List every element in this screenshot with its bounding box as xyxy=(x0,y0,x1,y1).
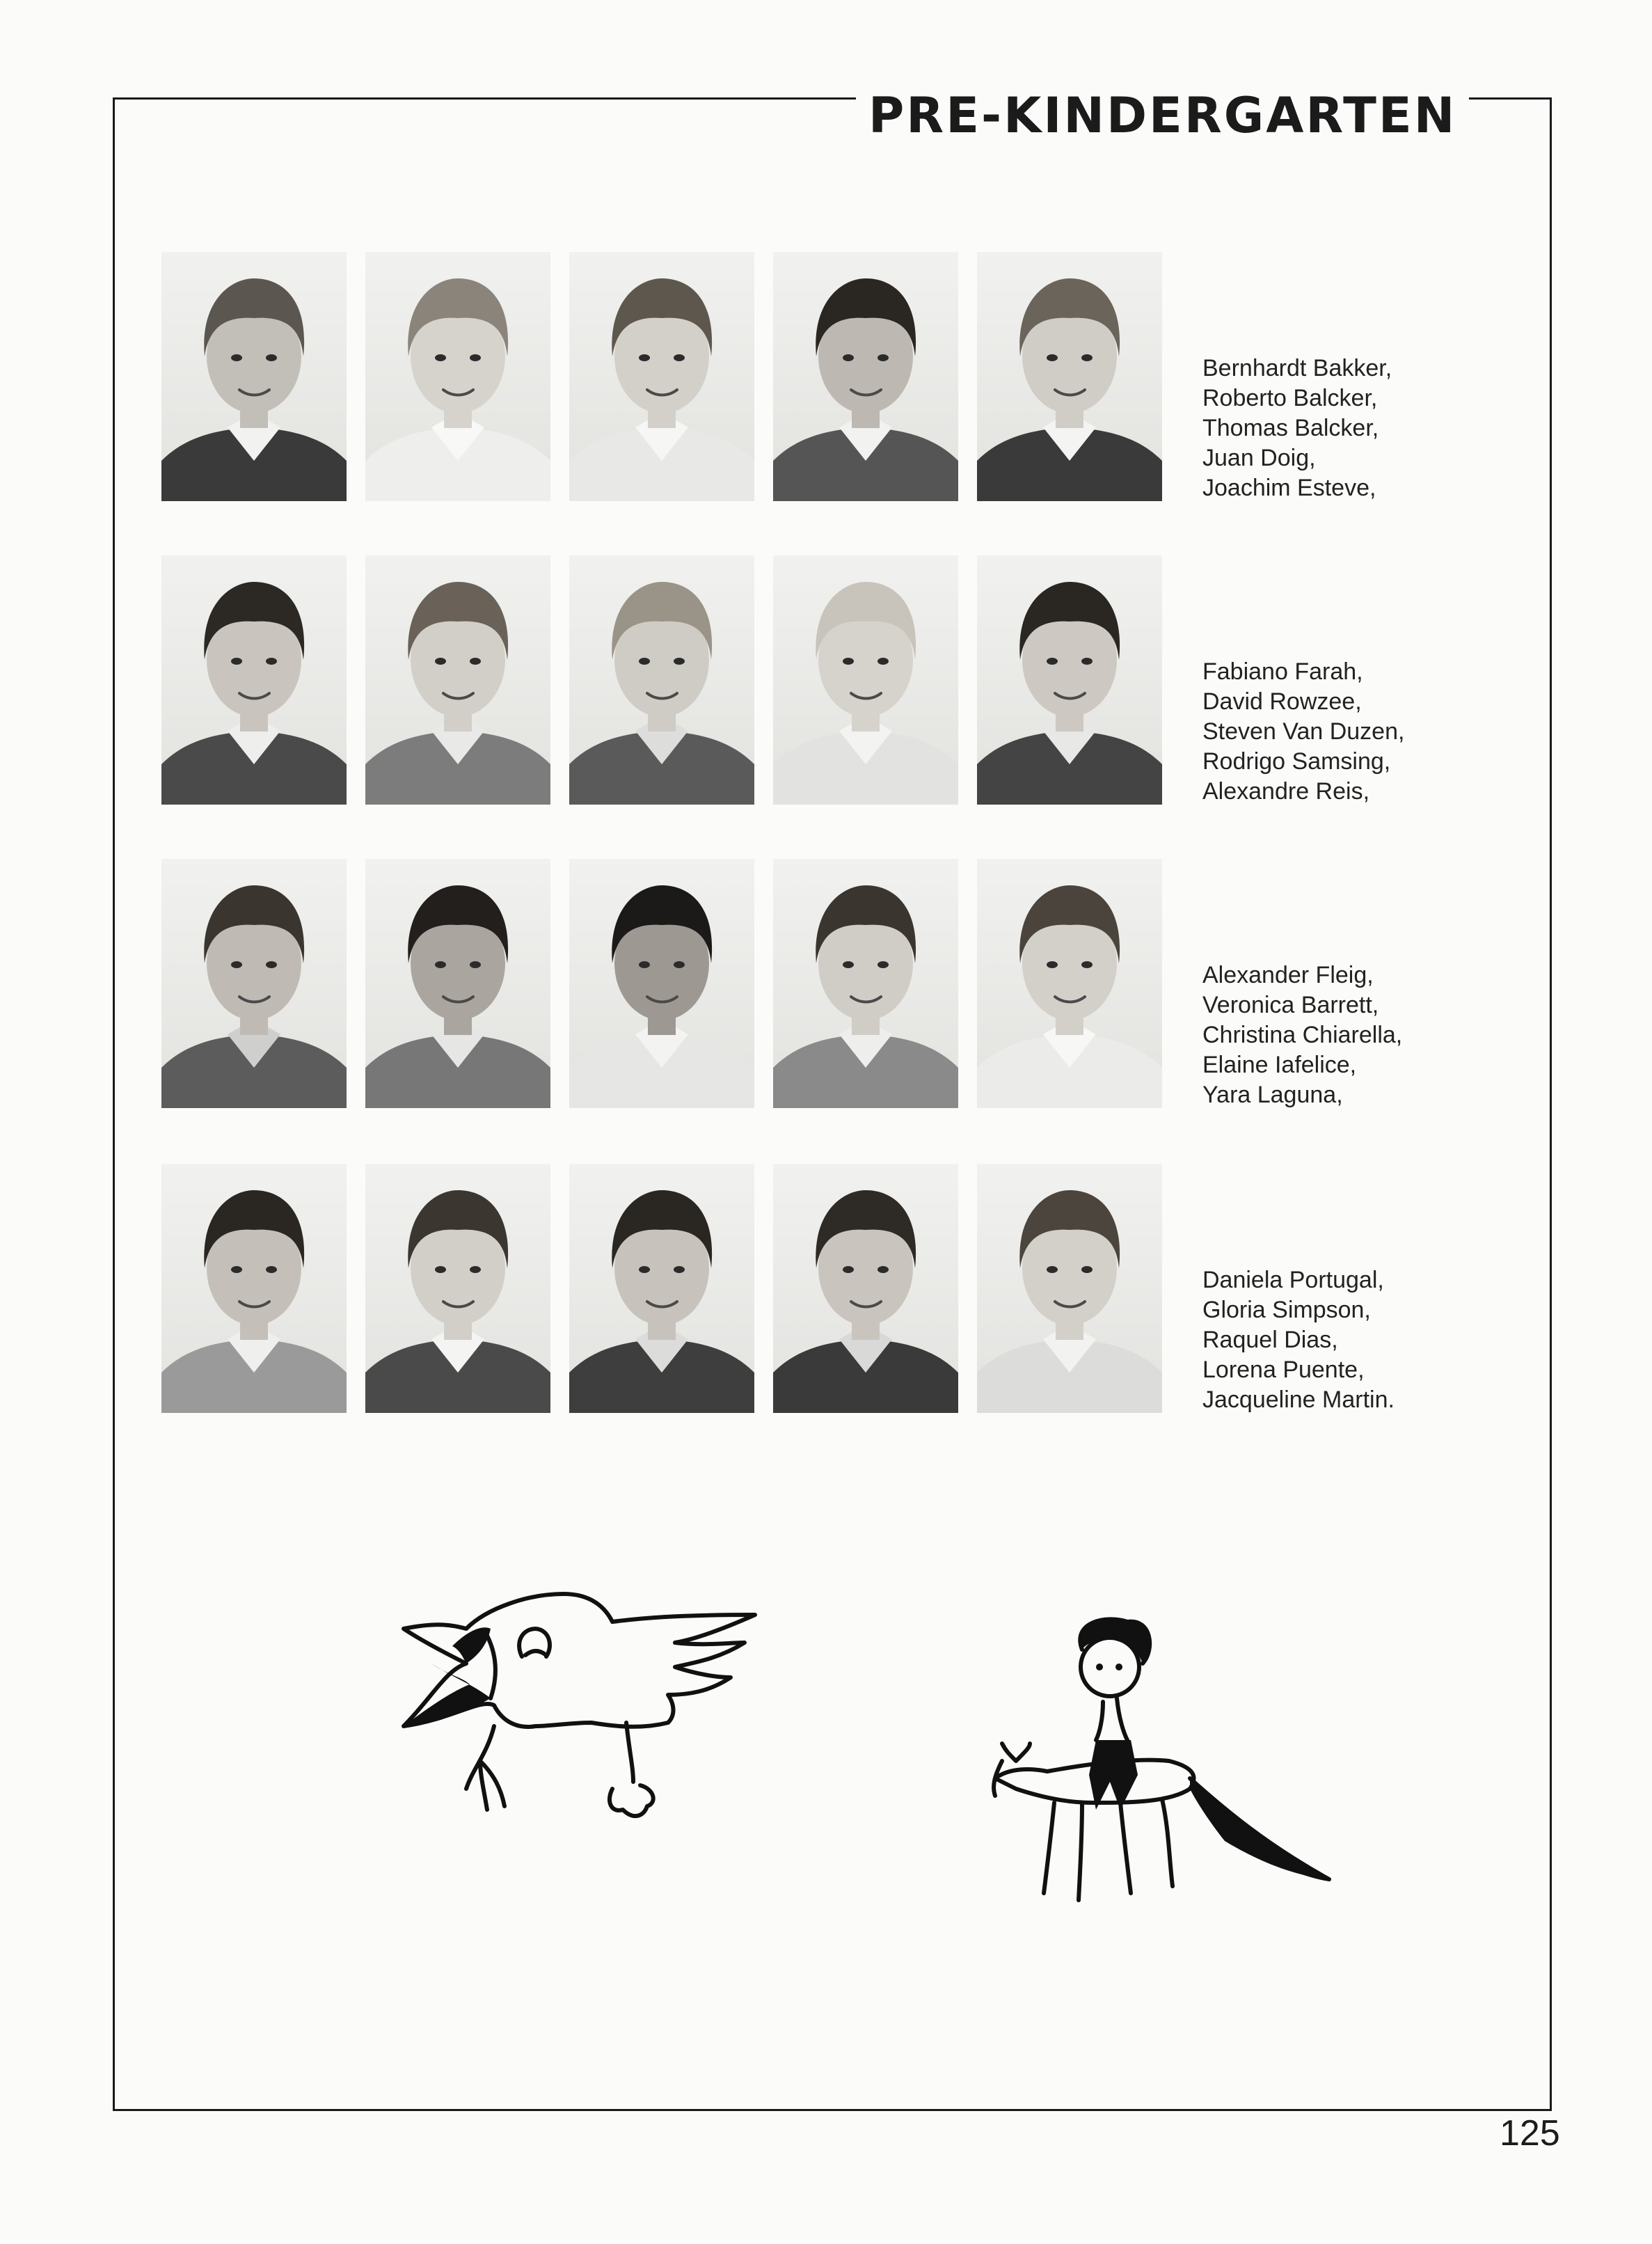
student-name: Steven Van Duzen, xyxy=(1202,718,1405,745)
page-title: PRE-KINDERGARTEN xyxy=(856,84,1469,148)
student-name: Alexandre Reis, xyxy=(1202,778,1370,805)
student-name: Joachim Esteve, xyxy=(1202,475,1376,501)
student-name: Alexander Fleig, xyxy=(1202,962,1374,988)
student-portrait xyxy=(977,1164,1162,1413)
student-name: Thomas Balcker, xyxy=(1202,415,1379,441)
student-names xyxy=(1202,354,1495,503)
rider-drawing xyxy=(960,1601,1350,1963)
student-portrait xyxy=(977,555,1162,805)
student-portrait xyxy=(977,859,1162,1108)
student-portrait xyxy=(773,859,958,1108)
student-name: Fabiano Farah, xyxy=(1202,658,1363,685)
student-name: Juan Doig, xyxy=(1202,445,1316,471)
student-portrait xyxy=(773,1164,958,1413)
student-name: Jacqueline Martin. xyxy=(1202,1386,1395,1413)
student-portrait xyxy=(365,859,550,1108)
student-portrait xyxy=(569,555,754,805)
student-portrait xyxy=(773,555,958,805)
student-name: Christina Chiarella, xyxy=(1202,1022,1403,1048)
student-name: Daniela Portugal, xyxy=(1202,1267,1384,1293)
student-name: Elaine Iafelice, xyxy=(1202,1052,1357,1078)
student-portrait xyxy=(569,252,754,501)
student-name: Raquel Dias, xyxy=(1202,1327,1338,1353)
student-portrait xyxy=(569,859,754,1108)
student-portrait xyxy=(161,555,347,805)
student-names xyxy=(1202,961,1495,1110)
student-portrait xyxy=(773,252,958,501)
student-portrait xyxy=(365,555,550,805)
student-portrait xyxy=(365,1164,550,1413)
student-portrait xyxy=(569,1164,754,1413)
student-name: Veronica Barrett, xyxy=(1202,992,1379,1018)
student-name: Lorena Puente, xyxy=(1202,1357,1365,1383)
page-number: 125 xyxy=(1500,2113,1560,2154)
student-portrait xyxy=(365,252,550,501)
student-name: Gloria Simpson, xyxy=(1202,1297,1371,1323)
student-portrait xyxy=(161,252,347,501)
student-portrait xyxy=(161,1164,347,1413)
student-name: Rodrigo Samsing, xyxy=(1202,748,1391,775)
student-portrait xyxy=(977,252,1162,501)
student-portrait xyxy=(161,859,347,1108)
student-names xyxy=(1202,657,1495,807)
student-names xyxy=(1202,1265,1495,1415)
bird-drawing xyxy=(348,1580,779,1838)
student-name: Bernhardt Bakker, xyxy=(1202,355,1392,381)
student-name: Yara Laguna, xyxy=(1202,1082,1343,1108)
student-name: David Rowzee, xyxy=(1202,688,1362,715)
student-name: Roberto Balcker, xyxy=(1202,385,1378,411)
